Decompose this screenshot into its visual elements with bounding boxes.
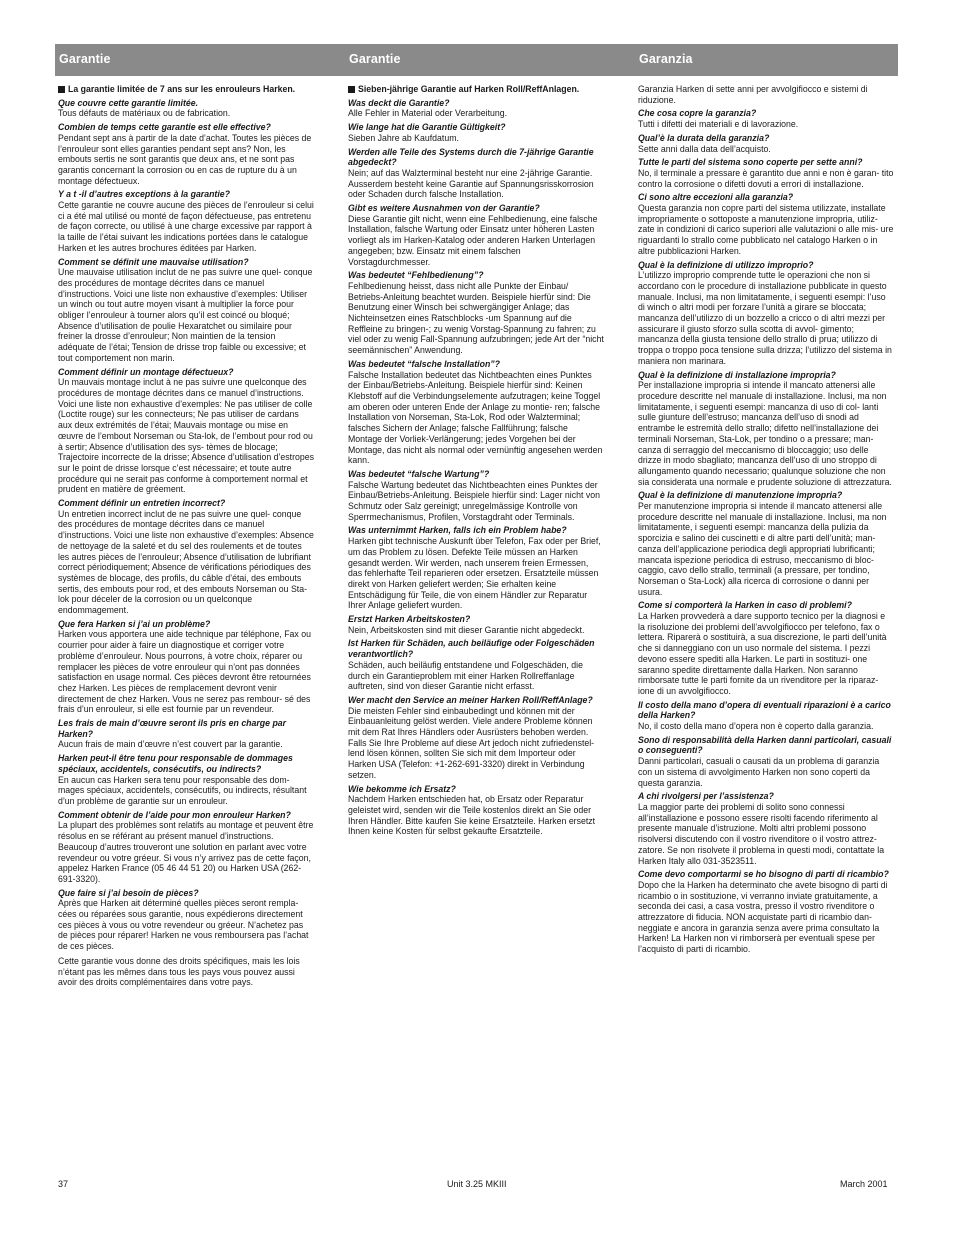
faq-answer: Schäden, auch beiläufig entstandene und Folgeschäden, die durch ein Garantieproblem mit einer Harken Rollreffanlage auftreten, sind von dieser Garantie nicht erfasst.: [348, 659, 583, 692]
faq-question: Ist Harken für Schäden, auch beiläufige oder Folgeschäden verantwortlich?: [348, 638, 595, 660]
faq-answer: Diese Garantie gilt nicht, wenn eine Fehlbedienung, eine falsche Installation, falsche Wartung oder Einsatz unter höheren Lasten vorliegt als im Harken-Katalog oder anderen Harken Unterlagen angegeben; bzw. Einsatz mit einem falschen Vorstagdurchmesser.: [348, 213, 598, 267]
faq-answer: Nein, Arbeitskosten sind mit dieser Garantie nicht abgedeckt.: [348, 624, 585, 635]
faq-answer: Dopo che la Harken ha determinato che avete bisogno di parti di ricambio o in sostituzione, vi verranno inviate gratuitamente, a seconda dei casi, a casa vostra, presso il vostro rivenditore o attrezzatore di fiducia. NON acquistate parti di ricambio dan- neggiate e ancora in garanzia senza avere prima consultato la Harken! La Harken non vi rimborserà per eventuali spese per l’acquisto di parti di ricambio.: [638, 879, 888, 955]
faq-answer: Fehlbedienung heisst, dass nicht alle Punkte der Einbau/ Betriebs-Anleitung beachtet wurden. Beispiele hierfür sind: Die Benutzung einer Winsch bei schwergängiger Anlage; das Nichteinsetzen eines Ratschblocks -um Spannung auf die Reffleine zu bringen-; zu wenig Vorstag-Spannung zu fahren; zu viel oder zu wenig Fall-Spannung aufzubringen; jede Art der “nicht seemännischen” Anwendung.: [348, 280, 604, 356]
faq-answer: Une mauvaise utilisation inclut de ne pas suivre une quel- conque des procédures de montage décrites dans ce manuel d’instructions. Voici une liste non exhaustive d’exemples: Utiliser un winch ou tout autre moyen visant à multiplier la force pour obliger l’enrouleur à tourner alors qu’il est coincé ou bloqué; Absence d’utilisation de poulie Hexaratchet ou similaire pour freiner la drosse d’enrouleur; Non maintien de la tension adéquate de l’étai; Tension de drisse trop faible ou excessive; et tout comportement non marin.: [58, 267, 313, 363]
faq-answer: Falsche Wartung bedeutet das Nichtbeachten eines Punktes der Einbau/Betriebs-Anleitung. Beispiele hierfür sind: Lager nicht von Schmutz oder Salz gereinigt; unregelmässige Kontrolle von Sperrmechanismus, Profilen, Vorstagdraht oder Terminals.: [348, 479, 600, 522]
faq-answer: La plupart des problèmes sont relatifs au montage et peuvent être résolus en se référant au présent manuel d’instructions. Beaucoup d’autres trouveront une solution en parlant avec votre revendeur ou votre gréeur. Si vous n’y arrivez pas de cette façon, appelez Harken France (05 46 44 51 20) ou Harken USA (262-691-3320).: [58, 820, 314, 884]
faq-question: Qual è la definizione di installazione impropria?: [638, 369, 836, 380]
faq-answer: Per installazione impropria si intende il mancato attenersi alle procedure descritte nel manuale di installazione. Inclusi, ma non limitatamente, i seguenti esempi: mancanza di uso di col- lanti sulle giunture dell’estruso; mancanza dell’uso di snodi ad entrambe le estremità dello strallo; difetto nell’installazione dei terminali Norseman, Sta-Lok, per tondino o a pressare; man- canza di serraggio del meccanismo di bloccaggio; uso delle drizze in modo sbagliato; mancanza dell’uso di uno stroppo di allungamento quando necessario; qualunque soluzione che non sia considerata una normale e prudente soluzione di attrezzatura.: [638, 380, 892, 487]
faq-list: [58, 98, 314, 952]
faq-answer: Nein; auf das Walzterminal besteht nur eine 2-jährige Garantie. Ausserdem besteht keine Garantie auf Spannungsrisskorrosion oder Schaden durch falsche Installation.: [348, 167, 594, 200]
faq-answer: Un mauvais montage inclut à ne pas suivre une quelconque des procédures de montage décrites dans ce manuel d’instructions. Voici une liste non exhaustive d’exemples: Ne pas utiliser de colle (Loctite rouge) sur les connecteurs; Ne pas utiliser de cardans aux deux extrémités de l’étai; Mauvais montage ou mise en œuvre de l’embout Norseman ou Sta-lok, de l’embout pour rod ou à sertir; Absence d’utilisation des sys- tèmes de blocage; Trajectoire incorrecte de la drisse; Absence d’utilisation d’estropes sur le point de drisse lorsque c’est nécessaire; et toute autre procédure qui ne serait pas conforme à comportement normal et prudent en matière de gréement.: [58, 377, 314, 495]
column-german: [348, 84, 604, 837]
faq-question: Comment se définit une mauvaise utilisation?: [58, 256, 249, 267]
faq-answer: La Harken provvederà a dare supporto tecnico per la diagnosi e la risoluzione dei problemi dell’avvolgifiocco per telefono, fax o lettera. Riparerà o sostituirà, a sua discrezione, le parti dell’unità che si danneggiano con un uso normale del sistema. I pezzi devono essere spediti alla Harken. Le parti in sostituzi- one saranno spedite direttamente dalla Harken. Non saranno rimborsate tutte le parti fornite da un rivenditore per la riparaz- ione di un avvolgifiocco.: [638, 611, 887, 696]
column-italian: [638, 84, 894, 955]
faq-question: Was bedeutet “falsche Installation”?: [348, 358, 501, 369]
faq-question: Erstzt Harken Arbeitskosten?: [348, 614, 471, 625]
faq-question: Y a t -il d’autres exceptions à la garantie?: [58, 189, 230, 200]
faq-question: A chi rivolgersi per l’assistenza?: [638, 791, 774, 802]
faq-question: Wie lange hat die Garantie Gültigkeit?: [348, 122, 506, 133]
section-header-bar: [55, 44, 898, 76]
closing-paragraph: Cette garantie vous donne des droits spécifiques, mais les lois n’étant pas les mêmes dans tous les pays vous pouvez aussi avoir des droits complémentaires dans votre pays.: [58, 955, 300, 988]
faq-answer: La maggior parte dei problemi di solito sono connessi all’installazione e possono essere risolti facendo riferimento al presente manuale d’istruzione. Molti altri problemi possono risolversi discutendo con il vostro rivenditore o il vostro attrez- zatore. Se non risolvete il problema in questi modi, contattate la Harken Italy allo 031-3523511.: [638, 802, 885, 866]
faq-question: Was unternimmt Harken, falls ich ein Problem habe?: [348, 525, 567, 536]
faq-question: Tutte le parti del sistema sono coperte per sette anni?: [638, 157, 863, 168]
faq-answer: Questa garanzia non copre parti del sistema utilizzate, installate impropriamente o sottoposte a manutenzione impropria, utiliz- zate in condizioni di carico superiori alle valutazioni o alle mis- ure riguardanti lo strallo come pubblicato nel catalogo Harken o in altre pubblicazioni Harken.: [638, 203, 894, 256]
faq-question: Comment obtenir de l’aide pour mon enrouleur Harken?: [58, 809, 291, 820]
faq-answer: En aucun cas Harken sera tenu pour responsable des dom- mages spéciaux, accidentels, consécutifs, ou indirects, résultant d’un problème de garantie sur un enrouleur.: [58, 774, 307, 806]
faq-question: Combien de temps cette garantie est elle effective?: [58, 122, 271, 133]
faq-answer: Per manutenzione impropria si intende il mancato attenersi alle procedure descritte nel manuale di installazione. Inclusi, ma non limitatamente, i seguenti esempi: mancanza della pulizia da sporcizia e salino dei cuscinetti e di altre parti dell’unità; man- canza dell’applicazione periodica degli appropriati lubrificanti; mancata ispezione periodica di estruso, meccanismo di bloc- caggio, cavo dello strallo, terminali (a pressare, per tondino, Norseman o Sta-Lock) alla ricerca di corrosione o danni per usura.: [638, 501, 887, 597]
date-label: March 2001: [840, 1179, 888, 1189]
intro-line: La garantie limitée de 7 ans sur les enrouleurs Harken.: [58, 84, 314, 95]
faq-question: Que fera Harken si j’ai un problème?: [58, 618, 211, 629]
faq-answer: L’utilizzo improprio comprende tutte le operazioni che non si accordano con le procedure di installazione pubblicate in questo manuale. Inclusi, ma non limitatamente, i seguenti esempi: l’uso di winch o altri modi per forzare l’unità a girare se bloccata; mancanza dell’utilizzo di un bozzello a cricco o di altri mezzi per assicurare il giusto sforzo sulla scotta di avvol- gimento; mancanza della giusta tensione dello strallo di prua; utilizzo di troppa o troppo poca tensione sulla drizza; l’utilizzo del sistema in maniera non marinara.: [638, 270, 892, 366]
faq-question: Ci sono altre eccezioni alla garanzia?: [638, 192, 794, 203]
faq-answer: Pendant sept ans à partir de la date d’achat. Toutes les pièces de l’enrouleur sont elles garanties pendant sept ans? Non, les embouts sertis ne sont garantis que deux ans, et ne sont pas garantis concernant la corrosion ou en cas de rupture du à un montage défectueux.: [58, 132, 312, 186]
faq-answer: Falsche Installation bedeutet das Nichtbeachten eines Punktes der Einbau/Betriebs-Anleitung. Beispiele hierfür sind: Keinen Klebstoff auf die Verbindungselemente aufzutragen; keine Toggel am oberen oder unteren Ende der Anlage zu montie- ren; falsche Installation von Norseman, Sta-Lok, Rod oder Walzterminal; falsches Sichern der Anlage; falsche Fallführung; falsche Montage der Vorliek-Verlängerung; jedes Vorgehen bei der Montage, das nicht als normal oder vernünftig angesehen werden kann.: [348, 369, 603, 466]
square-bullet-icon: [58, 86, 65, 93]
header-title-it: Garanzia: [639, 52, 693, 66]
faq-answer: Nachdem Harken entschieden hat, ob Ersatz oder Reparatur geleistet wird, senden wir die Teile kostenlos direkt an Sie oder Ihren Händler. Bitte kaufen Sie keine Ersatzteile. Harken ersetzt Ihnen keine Kosten für selbst gekaufte Ersatzteile.: [348, 794, 596, 837]
faq-answer: Aucun frais de main d’œuvre n’est couvert par la garantie.: [58, 739, 283, 750]
intro-line: Sieben-jährige Garantie auf Harken Roll/ReffAnlagen.: [348, 84, 604, 95]
column-french: [58, 84, 314, 988]
unit-label: Unit 3.25 MKIII: [447, 1179, 507, 1189]
faq-question: Comment définir un montage défectueux?: [58, 366, 234, 377]
faq-answer: Harken gibt technische Auskunft über Telefon, Fax oder per Brief, um das Problem zu lösen. Defekte Teile müssen an Harken gesandt werden. Wir werden, nach unserem freien Ermessen, das fehlerhafte Teil reparieren oder ersetzen. Ersatzteile müssen direkt von Harken geliefert werden; Sie erhalten keine Entschädigung für Teile, die von einem Händler zur Reparatur Ihrer Anlage geliefert wurden.: [348, 536, 601, 611]
faq-list: [348, 98, 604, 837]
page-number: 37: [58, 1179, 69, 1189]
lead-paragraph: Garanzia Harken di sette anni per avvolgifiocco e sistemi di riduzione.: [638, 84, 868, 105]
header-title-de: Garantie: [349, 52, 401, 66]
faq-answer: Tutti i difetti dei materiali e di lavorazione.: [638, 119, 799, 130]
faq-question: Was deckt die Garantie?: [348, 97, 450, 108]
faq-answer: Cette garantie ne couvre aucune des pièces de l’enrouleur si celui ci a été mal utilisé ou monté de façon défectueuse, pas entretenu de façon correcte, ou utilisé à une charge excessive par rapport à la taille de l’étai suivant les indications portées dans le catalogue Harken et les autres brochures éditées par Harken.: [58, 200, 314, 253]
faq-question: Was bedeutet “falsche Wartung”?: [348, 468, 490, 479]
faq-answer: Danni particolari, casuali o causati da un problema di garanzia con un sistema di avvolgimento Harken non sono coperti da questa garanzia.: [638, 756, 880, 788]
faq-question: Come devo comportarmi se ho bisogno di parti di ricambio?: [638, 869, 889, 880]
faq-question: Harken peut-il être tenu pour responsable de dommages spéciaux, accidentels, consécutifs, ou indirects?: [58, 753, 293, 774]
faq-list: [638, 108, 894, 954]
faq-question: Il costo della mano d’opera di eventuali riparazioni è a carico della Harken?: [638, 699, 891, 721]
faq-question: Come si comporterà la Harken in caso di problemi?: [638, 600, 852, 611]
faq-answer: Harken vous apportera une aide technique par téléphone, Fax ou courrier pour aider à faire un diagnostique et corriger votre problème d’enrouleur. Nous pourrons, à votre choix, réparer ou remplacer les pièces de votre enrouleur qui n’ont pas données satisfaction en usage normal. Ces pièces devront être retournées chez Harken. Les pièces de remplacement devront venir directement de chez Harken. Vous ne serez pas rembour- sé des frais d’un enrouleur, si elle est fournie par un revendeur.: [58, 629, 311, 715]
faq-question: Gibt es weitere Ausnahmen von der Garantie?: [348, 203, 540, 214]
faq-question: Que couvre cette garantie limitée.: [58, 97, 199, 108]
faq-answer: Sieben Jahre ab Kaufdatum.: [348, 132, 459, 143]
faq-question: Was bedeutet “Fehlbedienung”?: [348, 270, 484, 281]
faq-answer: No, il costo della mano d’opera non è coperto dalla garanzia.: [638, 721, 874, 732]
faq-question: Che cosa copre la garanzia?: [638, 108, 757, 119]
square-bullet-icon: [348, 86, 355, 93]
faq-answer: Après que Harken ait déterminé quelles pièces seront rempla- cées ou réparées sous garantie, nous expédierons directement ces pièces à vous ou votre revendeur ou gréeur. N’achetez pas de pièces pour réparer! Harken ne vous remboursera pas l’achat de ces pièces.: [58, 898, 309, 952]
header-title-fr: Garantie: [59, 52, 111, 66]
faq-question: Comment définir un entretien incorrect?: [58, 498, 226, 509]
faq-question: Wie bekomme ich Ersatz?: [348, 783, 456, 794]
faq-question: Werden alle Teile des Systems durch die 7-jährige Garantie abgedeckt?: [348, 146, 594, 168]
faq-answer: Die meisten Fehler sind einbaubedingt und können mit der Einbauanleitung gelöst werden. Viele andere Probleme können mit dem Rat Ihres Händlers oder Ausrüsters behoben werden. Falls Sie Ihre Probleme auf diese Art jedoch nicht zufriedenstel- lend lösen können, sollten Sie sich mit dem Importeur oder Harken USA (Telefon: +1-262-691-3320) direkt in Verbindung setzen.: [348, 705, 595, 780]
faq-question: Sono di responsabilità della Harken danni particolari, casuali o conseguenti?: [638, 734, 892, 756]
faq-question: Wer macht den Service an meiner Harken Roll/ReffAnlage?: [348, 694, 593, 705]
faq-answer: Sette anni dalla data dell’acquisto.: [638, 143, 771, 154]
faq-answer: Alle Fehler in Material oder Verarbeitung.: [348, 108, 508, 119]
faq-question: Qual’è la durata della garanzia?: [638, 132, 770, 143]
faq-answer: No, il terminale a pressare è garantito due anni e non è garan- tito contro la corrosione o difetti dovuti a errori di installazione.: [638, 167, 894, 189]
faq-question: Qual è la definizione di manutenzione impropria?: [638, 490, 843, 501]
faq-question: Que faire si j’ai besoin de pièces?: [58, 887, 199, 898]
faq-question: Les frais de main d’œuvre seront ils pris en charge par Harken?: [58, 718, 287, 739]
faq-answer: Un entretien incorrect inclut de ne pas suivre une quel- conque des procédures de montage décrites dans ce manuel d’instructions. Voici une liste non exhaustive d’exemples: Absence de nettoyage de la saleté et du sel des roulements et de toutes les autres pièces de l’enrouleur; Absence d’utilisation de lubrifiant correct périodiquement; Absence de vérifications périodiques des systèmes de blocage, des profils, du câble d’étai, des embouts sertis, des embouts pour rod, et des embouts Norseman ou Sta-lok pour déceler de la corrosion ou un quelconque endommagement.: [58, 508, 314, 616]
faq-question: Qual è la definizione di utilizzo improprio?: [638, 259, 814, 270]
faq-answer: Tous défauts de matériaux ou de fabrication.: [58, 108, 231, 119]
